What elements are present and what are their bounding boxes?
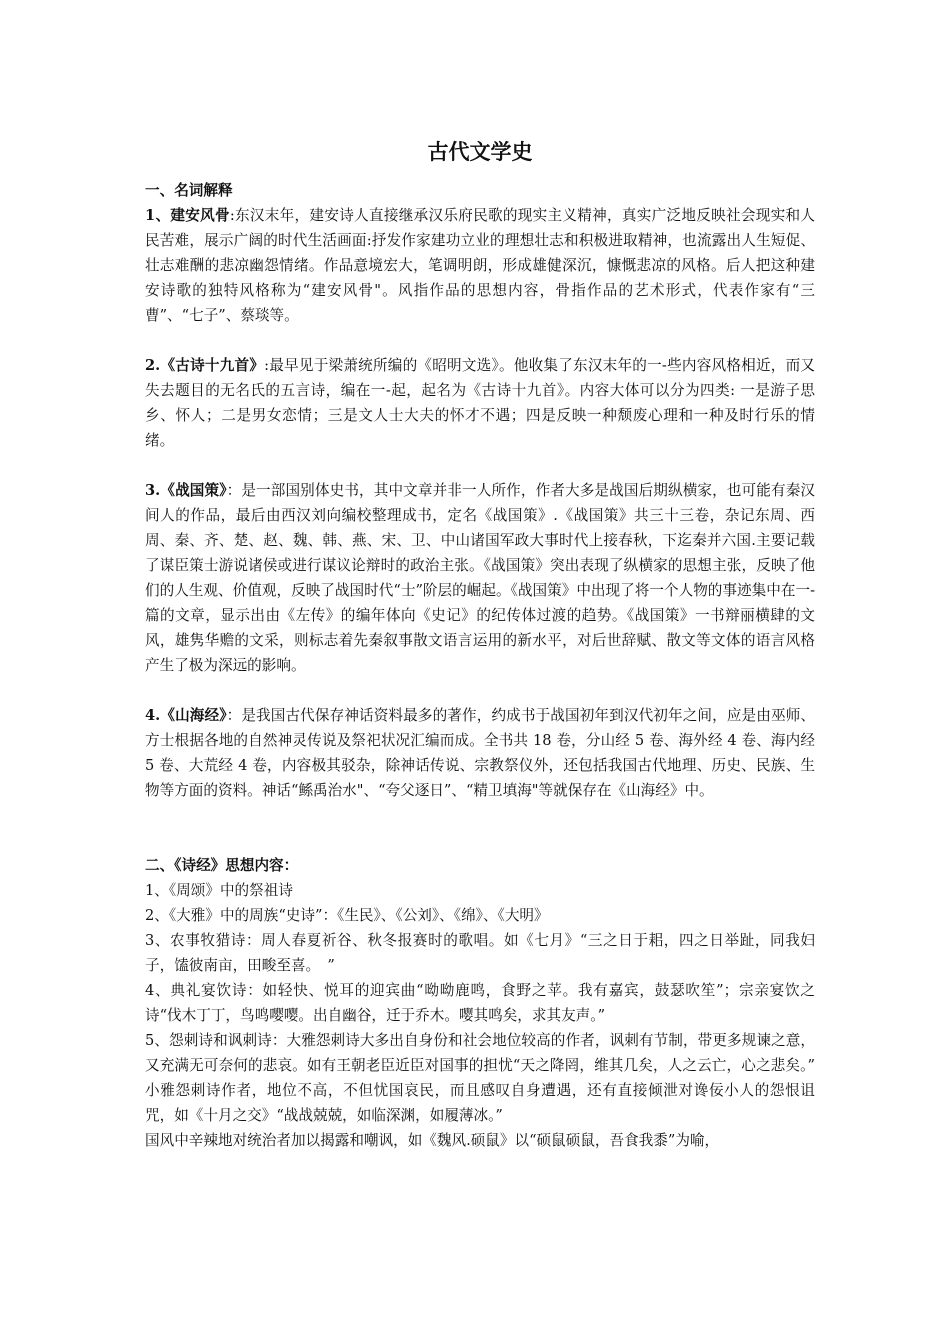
list-item: 5、怨刺诗和讽刺诗：大雅怨刺诗大多出自身份和社会地位较高的作者，讽刺有节制，带更多规谏之意，又充满无可奈何的悲哀。如有王朝老臣近臣对国事的担忧“天之降罔，维其几矣，人之云亡，心之悲矣。” 小雅怨刺诗作者，地位不高，不但忧国哀民，而且感叹自身遭遇，还有直接倾泄对谗佞小人的怨恨诅咒，如《十月之交》“战战兢兢，如临深渊，如履薄冰。” <box>145 1032 830 1124</box>
list-item: 国风中辛辣地对统治者加以揭露和嘲讽，如《魏风.硕鼠》以“硕鼠硕鼠，吾食我黍”为喻， <box>145 1132 720 1149</box>
entry-term: 1、建安风骨 <box>145 207 230 224</box>
section-heading-1: 一、名词解释 <box>145 182 233 199</box>
entry-gushi-shijiushou <box>145 353 815 453</box>
document-body <box>145 138 830 1153</box>
list-item: 1、《周颂》中的祭祖诗 <box>145 882 293 899</box>
entry-zhanguoce <box>145 478 815 678</box>
section-gap <box>145 803 815 853</box>
paragraph-gap <box>145 453 815 478</box>
entry-body: :东汉末年，建安诗人直接继承汉乐府民歌的现实主义精神，真实广泛地反映社会现实和人民苦难，展示广阔的时代生活画面:抒发作家建功立业的理想壮志和积极进取精神，也流露出人生短促、壮志难酬的悲凉幽怨情绪。作品意境宏大，笔调明朗，形成雄健深沉，慷慨悲凉的风格。后人把这种建安诗歌的独特风格称为“建安风骨"。风指作品的思想内容，骨指作品的艺术形式，代表作家有“三曹”、“七子”、蔡琰等。 <box>145 207 816 324</box>
entry-body: ：是一部国别体史书，其中文章并非一人所作，作者大多是战国后期纵横家，也可能有秦汉间人的作品，最后由西汉刘向编校整理成书，定名《战国策》.《战国策》共三十三卷，杂记东周、西周、秦、齐、楚、赵、魏、韩、燕、宋、卫、中山诸国军政大事时代上接春秋，下迄秦并六国.主要记载了谋臣策士游说诸侯或进行谋议论辩时的政治主张。《战国策》突出表现了纵横家的思想主张，反映了他们的人生观、价值观，反映了战国时代“士”阶层的崛起。《战国策》中出现了将一个人物的事迹集中在一-篇的文章，显示出由《左传》的编年体向《史记》的纪传体过渡的趋势。《战国策》一书辩丽横肆的文风，雄隽华赡的文采，则标志着先秦叙事散文语言运用的新水平，对后世辞赋、散文等文体的语言风格产生了极为深远的影响。 <box>145 482 815 674</box>
entry-body: :最早见于梁萧统所编的《昭明文选》。他收集了东汉末年的一-些内容风格相近，而又失去题目的无名氏的五言诗，编在一-起，起名为《古诗十九首》。内容大体可以分为四类: 一是游子思乡、怀人；二是男女恋情；三是文人士大夫的怀才不遇；四是反映一种颓废心理和一种及时行乐的情绪。 <box>145 357 815 449</box>
entry-body: ：是我国古代保存神话资料最多的著作，约成书于战国初年到汉代初年之间，应是由巫师、方士根据各地的自然神灵传说及祭祀状况汇编而成。全书共 18 卷，分山经 5 卷、海外经 4 卷、海内经 5 卷、大荒经 4 卷，内容极其驳杂，除神话传说、宗教祭仪外，还包括我国古代地理、历史、民族、生物等方面的资料。神话“鲧禹治水"、“夸父逐日”、“精卫填海"等就保存在《山海经》中。 <box>145 707 815 799</box>
list-item: 4、典礼宴饮诗：如轻快、悦耳的迎宾曲“呦呦鹿鸣，食野之苹。我有嘉宾，鼓瑟吹笙”；宗亲宴饮之诗“伐木丁丁，鸟鸣嘤嘤。出自幽谷，迁于乔木。嘤其鸣矣，求其友声。” <box>145 982 815 1024</box>
entry-shanhaijing <box>145 703 815 803</box>
list-item: 2、《大雅》中的周族“史诗”：《生民》、《公刘》、《绵》、《大明》 <box>145 907 549 924</box>
list-item: 3、农事牧猎诗：周人春夏祈谷、秋冬报赛时的歌唱。如《七月》“三之日于耜，四之日举趾，同我妇子，馌彼南亩，田畯至喜。 ” <box>145 932 815 974</box>
paragraph-gap <box>145 328 815 353</box>
entry-term: 4.《山海经》 <box>145 707 227 724</box>
entry-term: 3.《战国策》 <box>145 482 227 499</box>
page-title: 古代文学史 <box>427 139 533 164</box>
paragraph-gap <box>145 678 815 703</box>
entry-term: 2.《古诗十九首》 <box>145 357 265 374</box>
entry-jianan-fenggu <box>145 203 815 328</box>
section-heading-2: 二、《诗经》思想内容： <box>145 857 299 874</box>
